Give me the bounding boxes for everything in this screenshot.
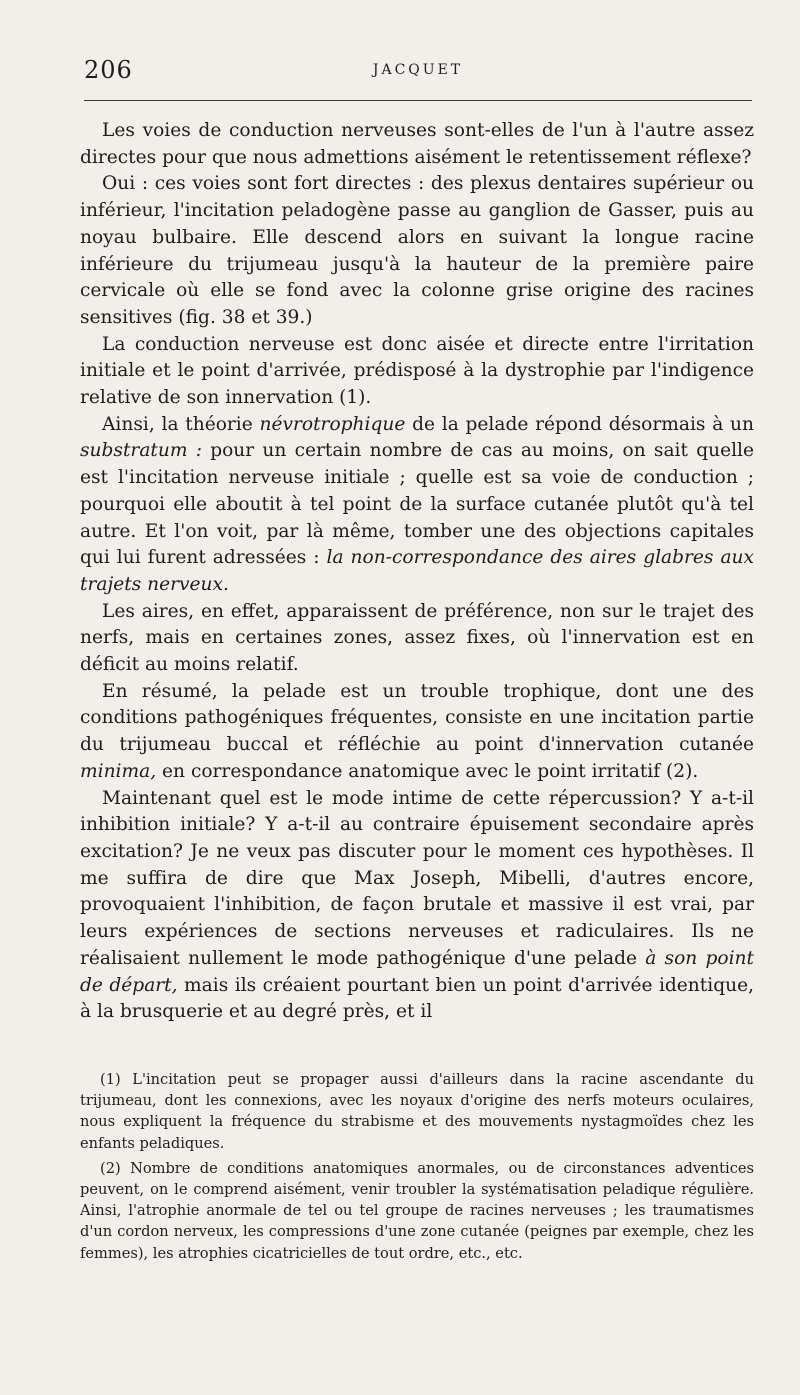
main-text bbox=[80, 118, 754, 1026]
header-rule bbox=[84, 100, 752, 101]
page-number: 206 bbox=[84, 56, 133, 84]
italic-term: à son point de départ, bbox=[80, 947, 754, 996]
italic-term: substratum : bbox=[80, 440, 202, 462]
paragraph: En résumé, la pelade est un trouble trophique, dont une des conditions pathogéniques fréquentes, consiste en une incitation partie du trijumeau buccal et réfléchie au point d'innervation cutanée minima, en correspondance anatomique avec le point irritatif (2). bbox=[80, 680, 754, 782]
running-title: JACQUET bbox=[372, 62, 464, 78]
italic-term: minima, bbox=[80, 760, 157, 782]
page-header bbox=[84, 52, 752, 94]
paragraph: Ainsi, la théorie névrotrophique de la pelade répond désormais à un substratum : pour un certain nombre de cas au moins, on sait quelle est l'incitation nerveuse initiale ; quelle est sa voie de conduction ; pourquoi elle aboutit à tel point de la surface cutanée plutôt qu'à tel autre. Et l'on voit, par là même, tomber une des objections capitales qui lui furent adressées : la non-correspondance des aires glabres aux trajets nerveux. bbox=[80, 413, 755, 595]
footnote: (2) Nombre de conditions anatomiques anormales, ou de circonstances adventices peuvent, on le comprend aisément, venir troubler la systématisation peladique régulière. Ainsi, l'atrophie anormale de tel ou tel groupe de racines nerveuses ; les traumatismes d'un cordon nerveux, les compressions d'une zone cutanée (peignes par exemple, chez les femmes), les atrophies cicatricielles de tout ordre, etc., etc. bbox=[80, 1159, 754, 1262]
italic-term: névrotrophique bbox=[259, 413, 406, 435]
paragraph: Maintenant quel est le mode intime de cette répercussion? Y a-t-il inhibition initiale? Y a-t-il au contraire épuisement secondaire après excitation? Je ne veux pas discuter pour le moment ces hypothèses. Il me suffira de dire que Max Joseph, Mibelli, d'autres encore, provoquaient l'inhibition, de façon brutale et massive il est vrai, par leurs expériences de sections nerveuses et radiculaires. Ils ne réalisaient nullement le mode pathogénique d'une pelade à son point de départ, mais ils créaient pourtant bien un point d'arrivée identique, à la brusquerie et au degré près, et il bbox=[80, 787, 754, 1023]
paragraph: Les aires, en effet, apparaissent de préférence, non sur le trajet des nerfs, mais en certaines zones, assez fixes, où l'innervation est en déficit au moins relatif. bbox=[80, 600, 754, 676]
footnotes bbox=[80, 1069, 754, 1264]
paragraph: Les voies de conduction nerveuses sont-elles de l'un à l'autre assez directes pour que nous admettions aisément le retentissement réflexe? bbox=[80, 120, 754, 168]
paragraph: La conduction nerveuse est donc aisée et directe entre l'irritation initiale et le point d'arrivée, prédisposé à la dystrophie par l'indigence relative de son innervation (1). bbox=[80, 333, 754, 409]
paragraph: Oui : ces voies sont fort directes : des plexus dentaires supérieur ou inférieur, l'incitation peladogène passe au ganglion de Gasser, puis au noyau bulbaire. Elle descend alors en suivant la longue racine inférieure du trijumeau jusqu'à la hauteur de la première paire cervicale où elle se fond avec la colonne grise origine des racines sensitives (fig. 38 et 39.) bbox=[80, 173, 754, 328]
footnote: (1) L'incitation peut se propager aussi d'ailleurs dans la racine ascendante du trijumeau, dont les connexions, avec les noyaux d'origine des nerfs moteurs oculaires, nous expliquent la fréquence du strabisme et des mouvements nystagmoïdes chez les enfants peladiques. bbox=[80, 1071, 754, 1152]
italic-term: la non-correspondance des aires glabres aux trajets nerveux. bbox=[80, 547, 754, 595]
